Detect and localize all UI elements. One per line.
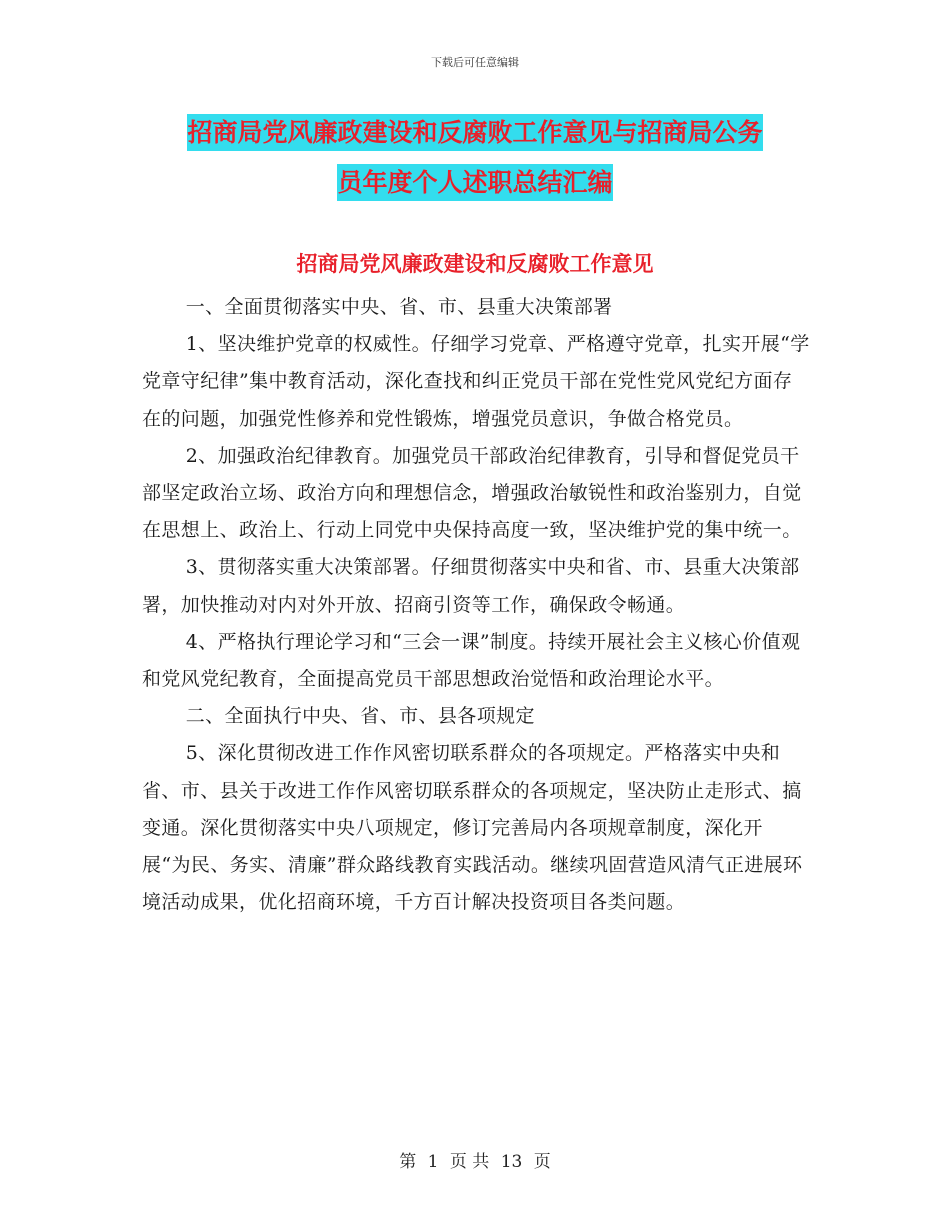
document-title	[140, 108, 810, 208]
footer-prefix: 第	[399, 1152, 417, 1172]
paragraph: 3、贯彻落实重大决策部署。仔细贯彻落实中央和省、市、县重大决策部署，加快推动对内对外开放、招商引资等工作，确保政令畅通。	[142, 556, 800, 616]
page-header-note: 下载后可任意编辑	[431, 56, 519, 69]
paragraph: 1、坚决维护党章的权威性。仔细学习党章、严格遵守党章，扎实开展“学党章守纪律”集中教育活动，深化查找和纠正党员干部在党性党风党纪方面存在的问题，加强党性修养和党性锻炼，增强党员意识，争做合格党员。	[142, 333, 810, 430]
paragraph: 2、加强政治纪律教育。加强党员干部政治纪律教育，引导和督促党员干部坚定政治立场、政治方向和理想信念，增强政治敏锐性和政治鉴别力，自觉在思想上、政治上、行动上同党中央保持高度一致，坚决维护党的集中统一。	[142, 444, 802, 542]
footer-suffix: 页	[533, 1152, 551, 1172]
footer-middle: 页 共	[449, 1152, 490, 1172]
paragraph: 4、严格执行理论学习和“三会一课”制度。持续开展社会主义核心价值观和党风党纪教育，全面提高党员干部思想政治觉悟和政治理论水平。	[142, 630, 801, 691]
document-title-line-2: 员年度个人述职总结汇编	[337, 164, 612, 201]
document-body	[142, 289, 810, 921]
paragraph: 一、全面贯彻落实中央、省、市、县重大决策部署	[185, 296, 613, 318]
document-title-line-1: 招商局党风廉政建设和反腐败工作意见与招商局公务	[187, 114, 762, 151]
footer-current-page: 1	[427, 1152, 439, 1172]
page-footer	[0, 1147, 950, 1172]
footer-total-pages: 13	[500, 1152, 523, 1172]
section-title: 招商局党风廉政建设和反腐败工作意见	[296, 252, 654, 276]
paragraph: 二、全面执行中央、省、市、县各项规定	[185, 705, 535, 728]
paragraph: 5、深化贯彻改进工作作风密切联系群众的各项规定。严格落实中央和省、市、县关于改进工作作风密切联系群众的各项规定，坚决防止走形式、搞变通。深化贯彻落实中央八项规定，修订完善局内各项规章制度，深化开展“为民、务实、清廉”群众路线教育实践活动。继续巩固营造风清气正进展环境活动成果，优化招商环境，千方百计解决投资项目各类问题。	[142, 742, 803, 914]
